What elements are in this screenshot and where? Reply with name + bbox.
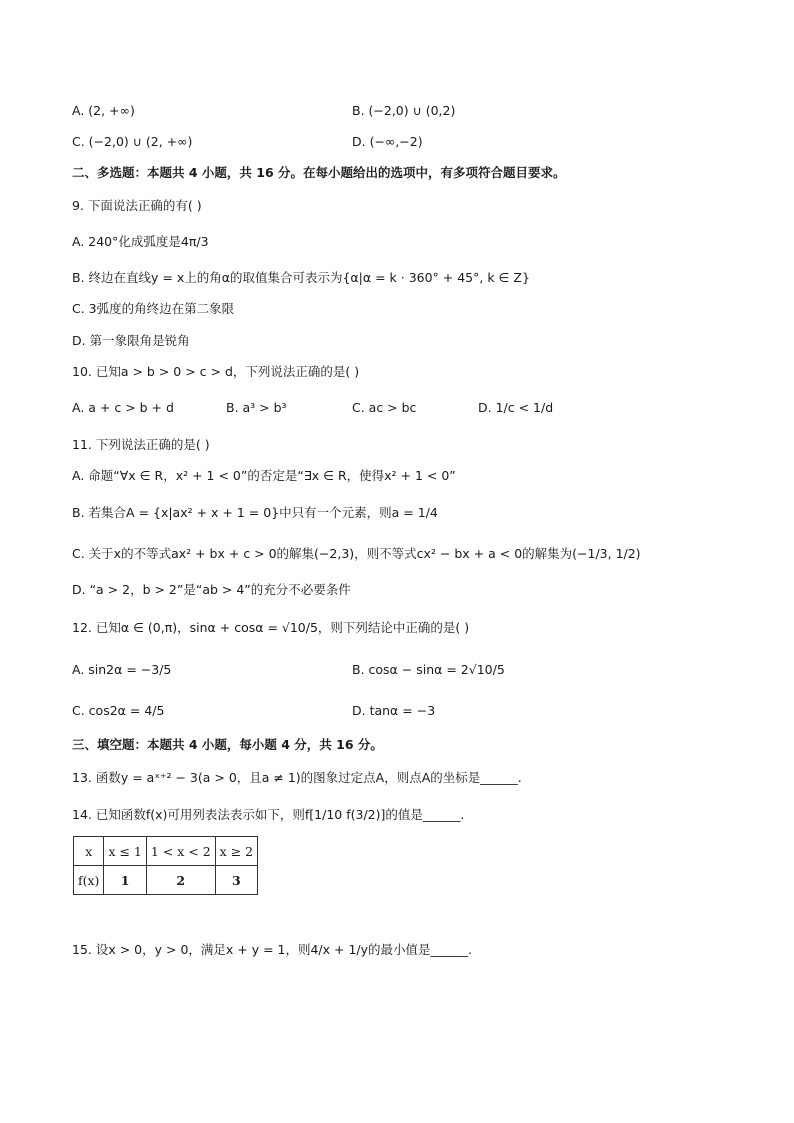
table-cell: x ≥ 2 (215, 837, 257, 866)
table-cell: x ≤ 1 (104, 837, 146, 866)
question-10-option-a: A. a + c > b + d (72, 400, 174, 415)
option-b: B. (−2,0) ∪ (0,2) (352, 103, 456, 118)
table-cell: f(x) (74, 866, 104, 895)
question-15: 15. 设x > 0，y > 0，满足x + y = 1，则4/x + 1/y的最小值是______. (72, 942, 473, 957)
section-heading-multiple-choice: 二、多选题：本题共 4 小题，共 16 分。在每小题给出的选项中，有多项符合题目要求。 (72, 165, 566, 180)
question-10-option-b: B. a³ > b³ (226, 400, 287, 415)
question-10-stem: 10. 已知a > b > 0 > c > d，下列说法正确的是( ) (72, 364, 360, 379)
section-heading-fill-in: 三、填空题：本题共 4 小题，每小题 4 分，共 16 分。 (72, 737, 383, 752)
question-10-option-d: D. 1/c < 1/d (478, 400, 554, 415)
table-header-row (74, 837, 258, 866)
question-9-option-d: D. 第一象限角是锐角 (72, 333, 190, 348)
question-13: 13. 函数y = aˣ⁺² − 3(a > 0，且a ≠ 1)的图象过定点A，则点A的坐标是______. (72, 770, 522, 785)
table-cell: 2 (146, 866, 215, 895)
option-c: C. (−2,0) ∪ (2, +∞) (72, 134, 193, 149)
question-9-option-a: A. 240°化成弧度是4π/3 (72, 234, 209, 249)
question-11-option-c: C. 关于x的不等式ax² + bx + c > 0的解集(−2,3)，则不等式cx² − bx + a < 0的解集为(−1/3, 1/2) (72, 546, 641, 561)
question-11-stem: 11. 下列说法正确的是( ) (72, 437, 210, 452)
question-12-option-c: C. cos2α = 4/5 (72, 703, 165, 718)
table-cell: 1 < x < 2 (146, 837, 215, 866)
question-12-option-b: B. cosα − sinα = 2√10/5 (352, 662, 505, 677)
question-14: 14. 已知函数f(x)可用列表法表示如下，则f[1/10 f(3/2)]的值是______. (72, 807, 465, 822)
question-11-option-b: B. 若集合A = {x|ax² + x + 1 = 0}中只有一个元素，则a = 1/4 (72, 505, 438, 520)
question-12-option-d: D. tanα = −3 (352, 703, 436, 718)
question-12-stem: 12. 已知α ∈ (0,π)，sinα + cosα = √10/5，则下列结论中正确的是( ) (72, 620, 470, 635)
function-value-table (73, 836, 258, 895)
question-12-option-a: A. sin2α = −3/5 (72, 662, 172, 677)
question-9-stem: 9. 下面说法正确的有( ) (72, 198, 202, 213)
option-a: A. (2, +∞) (72, 103, 135, 118)
table-value-row (74, 866, 258, 895)
question-10-option-c: C. ac > bc (352, 400, 417, 415)
question-9-option-b: B. 终边在直线y = x上的角α的取值集合可表示为{α|α = k · 360° + 45°, k ∈ Z} (72, 270, 530, 285)
option-d: D. (−∞,−2) (352, 134, 423, 149)
table-cell: 3 (215, 866, 257, 895)
question-9-option-c: C. 3弧度的角终边在第二象限 (72, 301, 235, 316)
question-11-option-d: D. “a > 2，b > 2”是“ab > 4”的充分不必要条件 (72, 582, 351, 597)
table-cell: x (74, 837, 104, 866)
question-11-option-a: A. 命题“∀x ∈ R，x² + 1 < 0”的否定是“∃x ∈ R，使得x² + 1 < 0” (72, 468, 456, 483)
table-cell: 1 (104, 866, 146, 895)
